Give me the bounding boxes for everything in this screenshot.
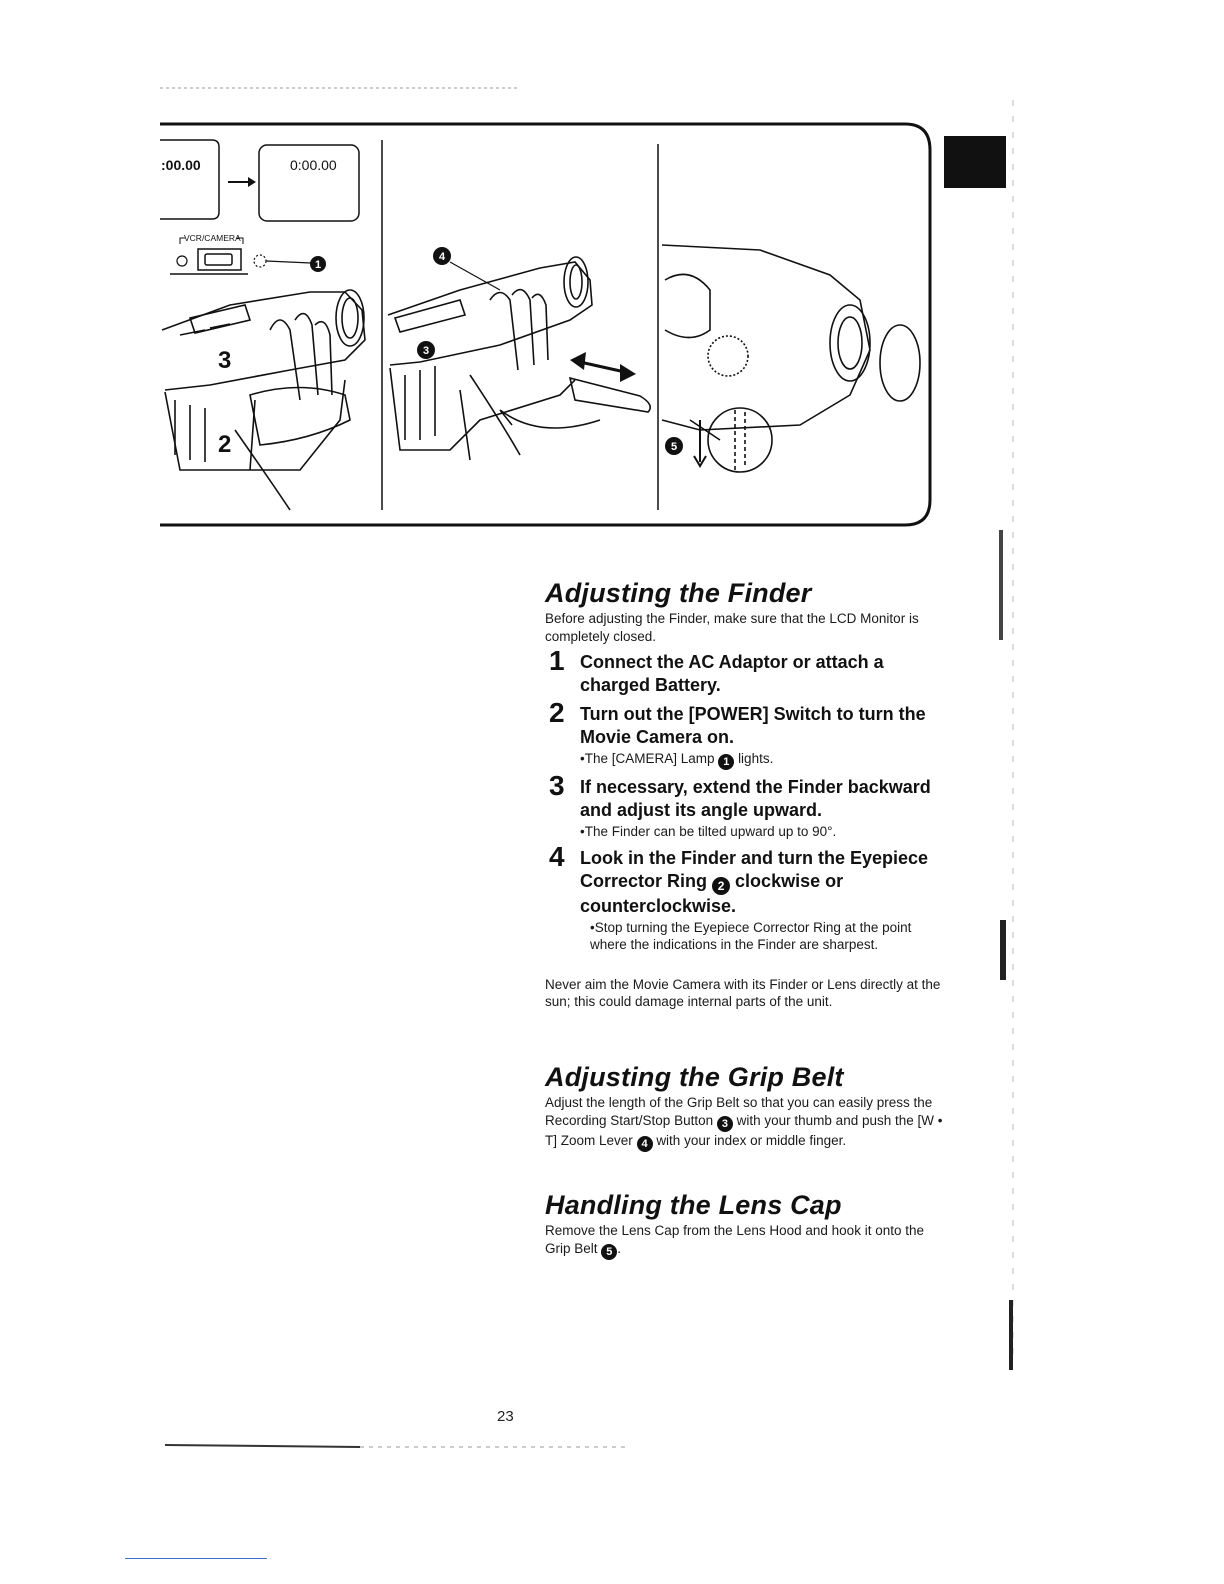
- step-note: [580, 750, 945, 770]
- svg-text:2: 2: [218, 431, 232, 458]
- step-text-part: Look in the Finder and turn the Eyepiece Corrector Ring: [580, 847, 929, 891]
- figure-border: [160, 124, 930, 525]
- step-2: [545, 697, 945, 770]
- callout-badge-2: 2: [712, 877, 730, 895]
- lens-cap-text: [545, 1222, 945, 1260]
- page-number: 23: [497, 1408, 514, 1425]
- grip-text-part: with your index or middle finger.: [656, 1132, 847, 1148]
- grip-section: [545, 1062, 945, 1152]
- grip-text-part: Adjust the length of the Grip Belt so that you can easily press the Recording Start/Stop Button: [545, 1095, 933, 1128]
- bottom-rule: [125, 1558, 267, 1559]
- callout-2-large: [218, 431, 231, 458]
- svg-text:3: 3: [422, 345, 430, 357]
- display-left-text: :00.00: [161, 157, 201, 173]
- camera-illustration: [0, 0, 1224, 560]
- callout-badge-3: 3: [717, 1116, 733, 1132]
- step-note: •The Finder can be tilted upward up to 90°.: [580, 824, 837, 839]
- step-number: 1: [549, 645, 565, 676]
- lens-cap-text-part: Remove the Lens Cap from the Lens Hood and hook it onto the Grip Belt: [545, 1223, 924, 1256]
- callout-badge-1: 1: [718, 754, 734, 770]
- grip-text: [545, 1094, 945, 1152]
- step-note: [580, 919, 945, 954]
- lens-cap-title: Handling the Lens Cap: [545, 1190, 842, 1220]
- scan-artifact-bottom: [160, 1440, 660, 1452]
- display-right-text: 0:00.00: [290, 157, 337, 173]
- display-right-box: [259, 145, 359, 221]
- note-text: •Stop turning the Eyepiece Corrector Ring at the point where the indications in the Finder are sharpest.: [590, 919, 912, 952]
- step-text: [580, 847, 945, 918]
- scan-edge-marks: [995, 100, 1035, 1380]
- switch-label: VCR/CAMERA: [184, 233, 241, 243]
- callout-badge-4: 4: [637, 1136, 653, 1152]
- display-left-box: [160, 140, 219, 219]
- lens-cap-section: [545, 1190, 945, 1260]
- step-text: If necessary, extend the Finder backward and adjust its angle upward.: [580, 777, 931, 820]
- step-number: 3: [549, 770, 565, 801]
- step-4: [545, 840, 945, 954]
- callout-badge-5: 5: [601, 1244, 617, 1260]
- grip-text-part: with your thumb and push the [W • T] Zoom Lever: [545, 1112, 943, 1148]
- callout-3-large: [218, 347, 231, 374]
- step-number: 2: [549, 697, 565, 728]
- step-text-part: clockwise or counterclockwise.: [580, 870, 844, 916]
- step-1: [545, 645, 945, 697]
- svg-text:4: 4: [438, 251, 446, 263]
- step-text: Turn out the [POWER] Switch to turn the Movie Camera on.: [580, 704, 926, 747]
- svg-text:5: 5: [670, 441, 678, 453]
- step-text: Connect the AC Adaptor or attach a charged Battery.: [580, 652, 884, 695]
- finder-title: Adjusting the Finder: [545, 578, 812, 608]
- lens-cap-text-part: .: [617, 1240, 622, 1256]
- note-text: lights.: [738, 751, 774, 766]
- step-3: [545, 770, 945, 841]
- vcr-camera-switch: [170, 233, 311, 274]
- double-arrow: [570, 352, 636, 382]
- callout-3: [417, 341, 435, 359]
- callout-1: [310, 256, 326, 272]
- sun-warning: Never aim the Movie Camera with its Finder or Lens directly at the sun; this could damage internal parts of the unit.: [545, 976, 941, 1009]
- svg-text:1: 1: [314, 259, 322, 271]
- grip-title: Adjusting the Grip Belt: [545, 1062, 844, 1092]
- finder-section: [545, 578, 945, 1011]
- camera-drawing-left: [162, 290, 365, 510]
- svg-text:3: 3: [218, 347, 232, 374]
- note-text: •The [CAMERA] Lamp: [580, 751, 715, 766]
- callout-4: [433, 247, 500, 290]
- step-number: 4: [549, 840, 565, 872]
- finder-intro: Before adjusting the Finder, make sure that the LCD Monitor is completely closed.: [545, 611, 919, 644]
- display-arrow: [228, 177, 256, 187]
